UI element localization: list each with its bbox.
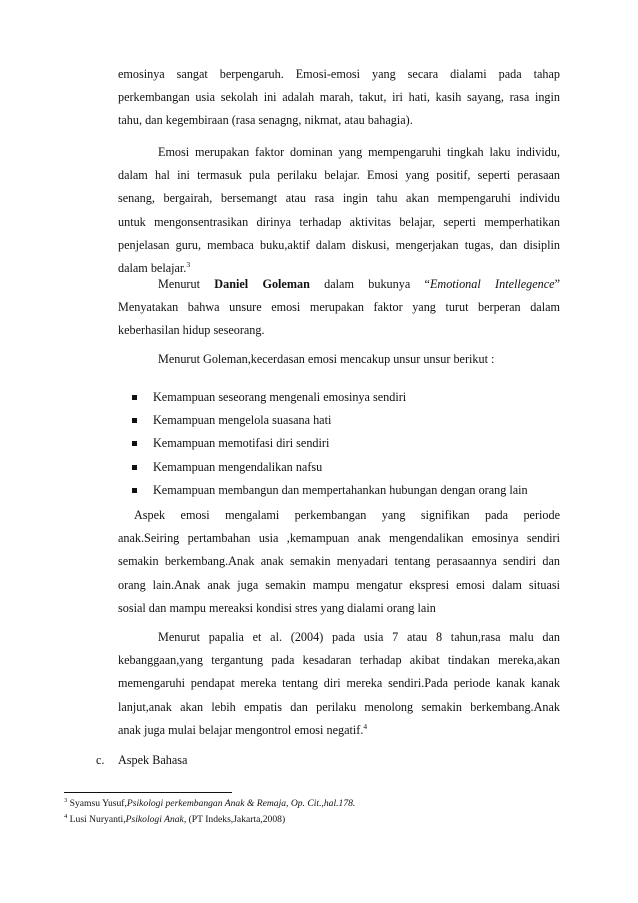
text-line: anak.Seiring pertambahan usia ,kemampuan anak mengendalikan emosinya sendiri bbox=[118, 531, 560, 546]
text-line: dalam hal ini termasuk pula perilaku belajar. Emosi yang positif, seperti perasaan bbox=[118, 168, 560, 183]
footnote-3 bbox=[64, 796, 584, 812]
footnote-number: 3 bbox=[64, 796, 68, 804]
text-line bbox=[118, 719, 560, 742]
list-item bbox=[132, 456, 572, 479]
square-bullet-icon bbox=[132, 441, 137, 446]
text-line: sosial dan mampu mereaksi kondisi stres yang dialami orang lain bbox=[118, 600, 436, 615]
square-bullet-icon bbox=[132, 418, 137, 423]
footnote-ref-4[interactable]: 4 bbox=[363, 721, 368, 731]
paragraph-1 bbox=[118, 63, 560, 133]
paragraph-5 bbox=[118, 504, 560, 620]
text-line: lanjut,anak akan lebih empatis dan perilaku menolong semakin berkembang.Anak bbox=[118, 699, 560, 714]
text-line: memengaruhi pendapat mereka tentang diri mereka sendiri.Pada periode kanak kanak bbox=[118, 676, 560, 691]
square-bullet-icon bbox=[132, 488, 137, 493]
book-title: Emotional Intellegence bbox=[429, 277, 555, 291]
heading-label: c. bbox=[96, 753, 105, 767]
footnote-rest: , (PT Indeks,Jakarta,2008) bbox=[183, 814, 286, 825]
section-heading bbox=[96, 750, 187, 770]
list-item bbox=[132, 479, 572, 502]
text-line: emosinya sangat berpengaruh. Emosi-emosi yang secara dialami pada tahap bbox=[118, 67, 560, 81]
text-line: Menurut papalia et al. (2004) pada usia 7 atau 8 tahun,rasa malu dan bbox=[158, 630, 560, 644]
footnote-4 bbox=[64, 812, 584, 828]
footnote-title: Psikologi perkembangan Anak & Remaja, Op. Cit.,hal.178. bbox=[126, 798, 356, 809]
paragraph-6 bbox=[118, 626, 560, 742]
footnotes bbox=[64, 796, 584, 828]
text-span: dalam belajar. bbox=[118, 260, 187, 275]
text-line: perkembangan usia sekolah ini adalah marah, takut, iri hati, kasih sayang, rasa ingin bbox=[118, 90, 560, 105]
text-line: kebanggaan,yang tergantung pada kesadaran terhadap akibat tindakan mereka,akan bbox=[118, 653, 560, 668]
footnote-ref-3[interactable]: 3 bbox=[186, 259, 191, 269]
paragraph-3 bbox=[118, 273, 560, 343]
paragraph-4 bbox=[118, 348, 560, 371]
text-span: anak juga mulai belajar mengontrol emosi negatif. bbox=[118, 722, 364, 737]
text-line: penjelasan guru, membaca buku,aktif dalam diskusi, mengerjakan tugas, dan disiplin bbox=[118, 237, 560, 252]
text-span: dalam bukunya “ bbox=[324, 277, 430, 291]
paragraph-2 bbox=[118, 141, 560, 280]
list-item bbox=[132, 409, 572, 432]
square-bullet-icon bbox=[132, 395, 137, 400]
text-span: Menurut bbox=[158, 277, 200, 291]
text-line bbox=[118, 273, 560, 296]
footnote-title: Psikologi Anak bbox=[125, 814, 184, 825]
heading-text: Aspek Bahasa bbox=[118, 753, 188, 767]
list-item-text: Kemampuan membangun dan mempertahankan hubungan dengan orang lain bbox=[153, 482, 528, 497]
text-line: Aspek emosi mengalami perkembangan yang signifikan pada periode bbox=[134, 508, 560, 522]
list-item bbox=[132, 432, 572, 455]
list-item-text: Kemampuan memotifasi diri sendiri bbox=[153, 436, 330, 451]
text-line: senang, bergairah, bersemangt atau rasa ingin tahu akan mempengaruhi individu bbox=[118, 191, 560, 206]
text-line: tahu, dan kegembiraan (rasa senagng, nikmat, atau bahagia). bbox=[118, 113, 413, 128]
footnote-divider bbox=[64, 792, 232, 793]
text-line: keberhasilan hidup seseorang. bbox=[118, 323, 265, 338]
author-name: Daniel Goleman bbox=[214, 277, 310, 291]
text-line: semakin berkembang.Anak anak semakin menyadari tentang perasaannya sendiri dan bbox=[118, 554, 560, 569]
footnote-author: Syamsu Yusuf, bbox=[69, 798, 127, 809]
list-item-text: Kemampuan seseorang mengenali emosinya sendiri bbox=[153, 390, 407, 404]
footnote-number: 4 bbox=[64, 812, 68, 820]
footnote-author: Lusi Nuryanti, bbox=[69, 814, 126, 825]
text-line: Menurut Goleman,kecerdasan emosi mencakup unsur unsur berikut : bbox=[158, 352, 495, 366]
square-bullet-icon bbox=[132, 465, 137, 470]
text-span: ” bbox=[554, 277, 560, 291]
list-item-text: Kemampuan mengelola suasana hati bbox=[153, 413, 332, 428]
list-item-text: Kemampuan mengendalikan nafsu bbox=[153, 459, 323, 474]
list-item bbox=[132, 386, 572, 409]
text-line: orang lain.Anak anak juga semakin mampu mengatur ekspresi emosi dalam situasi bbox=[118, 577, 560, 592]
text-line: Menyatakan bahwa unsure emosi merupakan faktor yang turut berperan dalam bbox=[118, 300, 560, 315]
text-line: Emosi merupakan faktor dominan yang mempengaruhi tingkah laku individu, bbox=[158, 145, 560, 159]
bullet-list bbox=[132, 386, 572, 502]
text-line: untuk mengonsentrasikan dirinya terhadap aktivitas belajar, seperti memperhatikan bbox=[118, 214, 560, 229]
